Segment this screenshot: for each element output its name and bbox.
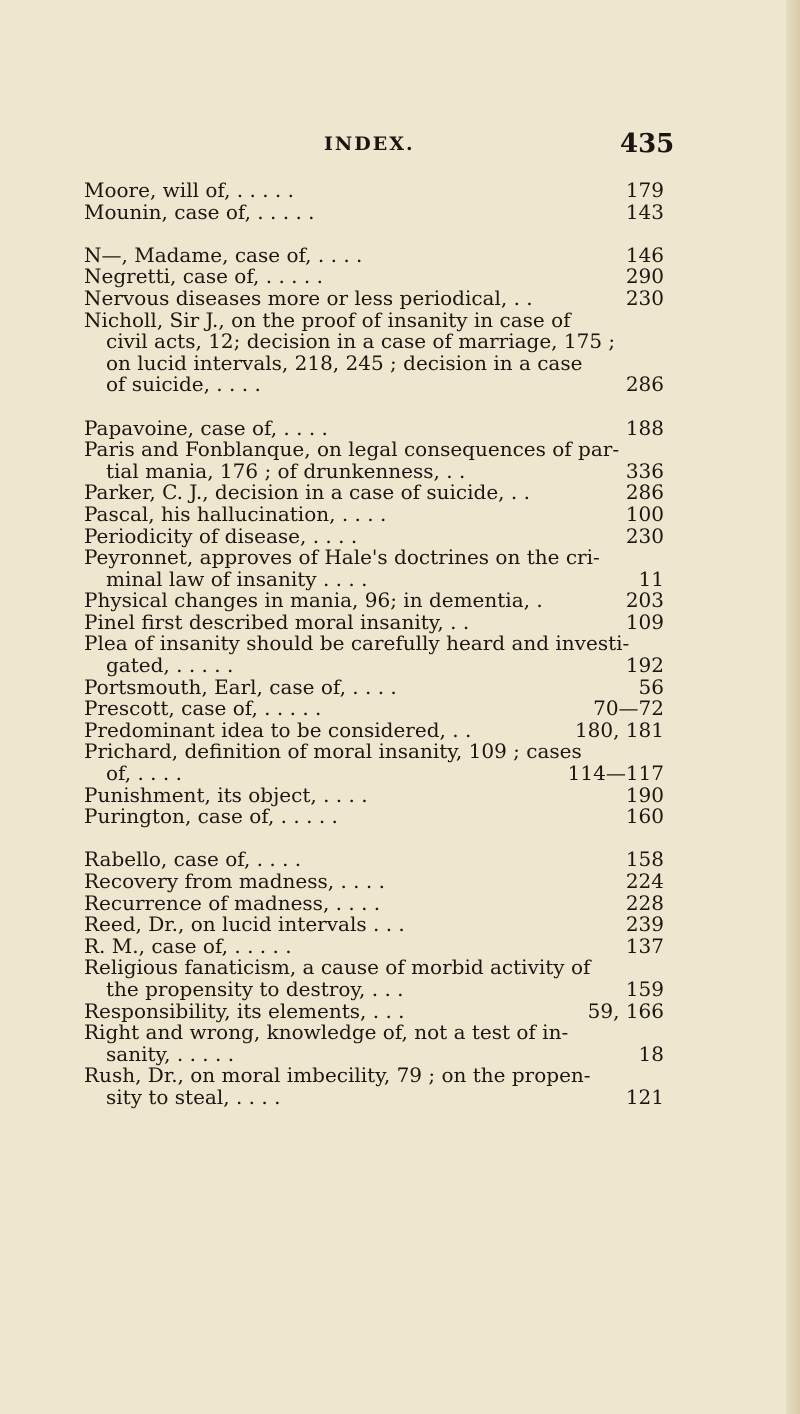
index-list xyxy=(84,180,664,1130)
entry-page-ref: 158 xyxy=(625,847,664,872)
entry-continuation: civil acts, 12; decision in a case of marriage, 175 ; xyxy=(106,329,616,354)
entry-page-ref: 286 xyxy=(625,372,664,397)
entry-heading: Rabello, case of, . . . . xyxy=(84,847,302,872)
page-edge xyxy=(786,0,800,1414)
index-entry xyxy=(84,914,664,936)
entry-page-ref: 146 xyxy=(625,242,664,267)
index-entry xyxy=(84,1065,664,1108)
index-group xyxy=(84,180,664,223)
index-entry xyxy=(84,609,664,634)
index-entry xyxy=(84,698,664,720)
entry-continuation: of suicide, . . . . xyxy=(106,372,261,397)
entry-heading: Recurrence of madness, . . . . xyxy=(84,890,381,915)
entry-continuation: of, . . . . xyxy=(106,761,182,786)
entry-heading: Right and wrong, knowledge of, not a test of in- xyxy=(84,1020,569,1045)
entry-page-ref: 70—72 xyxy=(593,696,664,721)
entry-heading: Rush, Dr., on moral imbecility, 79 ; on the propen- xyxy=(84,1063,591,1088)
index-entry xyxy=(84,674,664,699)
entry-page-ref: 160 xyxy=(625,804,664,829)
entry-heading: Moore, will of, . . . . . xyxy=(84,178,294,202)
index-entry xyxy=(84,806,664,828)
index-entry xyxy=(84,242,664,267)
entry-heading: Punishment, its object, . . . . xyxy=(84,782,368,807)
entry-page-ref: 290 xyxy=(625,264,664,289)
entry-heading: Recovery from madness, . . . . xyxy=(84,869,385,893)
entry-continuation: gated, . . . . . xyxy=(106,653,234,678)
entry-page-ref: 230 xyxy=(625,285,664,310)
page-number: 435 xyxy=(620,129,675,159)
entry-page-ref: 188 xyxy=(625,415,664,440)
entry-page-ref: 159 xyxy=(625,976,664,1001)
entry-page-ref: 190 xyxy=(625,782,664,807)
entry-page-ref: 137 xyxy=(625,933,664,958)
index-entry xyxy=(84,439,664,482)
entry-page-ref: 239 xyxy=(625,912,664,937)
index-group xyxy=(84,415,664,829)
index-entry xyxy=(84,890,664,915)
index-entry xyxy=(84,482,664,504)
entry-continuation: on lucid intervals, 218, 245 ; decision in a case xyxy=(106,350,583,375)
entry-page-ref: 100 xyxy=(625,501,664,526)
index-entry xyxy=(84,849,664,871)
running-title: INDEX. xyxy=(324,133,415,155)
index-entry xyxy=(84,285,664,310)
entry-page-ref: 203 xyxy=(625,588,664,613)
entry-heading: Physical changes in mania, 96; in dementia, . xyxy=(84,588,543,613)
entry-heading: Prescott, case of, . . . . . xyxy=(84,696,322,721)
index-entry xyxy=(84,633,664,676)
entry-heading: Pinel first described moral insanity, . . xyxy=(84,609,470,634)
entry-heading: Religious fanaticism, a cause of morbid activity of xyxy=(84,955,591,980)
entry-heading: Plea of insanity should be carefully heard and investi- xyxy=(84,631,630,656)
entry-heading: Parker, C. J., decision in a case of suicide, . . xyxy=(84,480,530,505)
index-entry xyxy=(84,782,664,807)
index-entry xyxy=(84,1022,664,1065)
entry-heading: Peyronnet, approves of Hale's doctrines on the cri- xyxy=(84,545,600,570)
entry-heading: Nicholl, Sir J., on the proof of insanity in case of xyxy=(84,307,571,332)
entry-page-ref: 18 xyxy=(638,1041,664,1066)
index-entry xyxy=(84,590,664,612)
entry-heading: Reed, Dr., on lucid intervals . . . xyxy=(84,912,405,937)
index-entry xyxy=(84,547,664,590)
entry-page-ref: 180, 181 xyxy=(574,717,664,742)
entry-heading: R. M., case of, . . . . . xyxy=(84,933,292,958)
entry-page-ref: 114—117 xyxy=(567,761,664,786)
entry-heading: Purington, case of, . . . . . xyxy=(84,804,338,829)
entry-continuation: the propensity to destroy, . . . xyxy=(106,976,404,1001)
entry-heading: Responsibility, its elements, . . . xyxy=(84,998,405,1023)
entry-page-ref: 192 xyxy=(625,653,664,678)
index-entry xyxy=(84,180,664,202)
entry-page-ref: 59, 166 xyxy=(587,998,664,1023)
entry-page-ref: 286 xyxy=(625,480,664,505)
index-entry xyxy=(84,523,664,548)
entry-continuation: minal law of insanity . . . . xyxy=(106,566,368,591)
index-entry xyxy=(84,501,664,526)
entry-continuation: tial mania, 176 ; of drunkenness, . . xyxy=(106,458,466,483)
index-entry xyxy=(84,266,664,288)
entry-page-ref: 121 xyxy=(625,1084,664,1109)
index-entry xyxy=(84,415,664,440)
entry-page-ref: 228 xyxy=(625,890,664,915)
page-header xyxy=(0,129,800,169)
entry-page-ref: 179 xyxy=(625,178,664,202)
index-entry xyxy=(84,871,664,893)
index-entry xyxy=(84,998,664,1023)
index-entry xyxy=(84,933,664,958)
entry-heading: Periodicity of disease, . . . . xyxy=(84,523,358,548)
entry-page-ref: 11 xyxy=(638,566,664,591)
entry-page-ref: 230 xyxy=(625,523,664,548)
entry-heading: Portsmouth, Earl, case of, . . . . xyxy=(84,674,397,699)
entry-continuation: sanity, . . . . . xyxy=(106,1041,235,1066)
entry-page-ref: 143 xyxy=(625,199,664,224)
entry-page-ref: 224 xyxy=(625,869,664,893)
index-entry xyxy=(84,957,664,1000)
entry-heading: Paris and Fonblanque, on legal consequences of par- xyxy=(84,437,620,462)
index-entry xyxy=(84,307,664,397)
entry-page-ref: 56 xyxy=(638,674,664,699)
index-entry xyxy=(84,199,664,224)
entry-continuation: sity to steal, . . . . xyxy=(106,1084,281,1109)
entry-heading: Nervous diseases more or less periodical, . . xyxy=(84,285,533,310)
entry-heading: Papavoine, case of, . . . . xyxy=(84,415,328,440)
entry-page-ref: 336 xyxy=(625,458,664,483)
entry-page-ref: 109 xyxy=(625,609,664,634)
index-entry xyxy=(84,741,664,784)
entry-heading: Predominant idea to be considered, . . xyxy=(84,717,472,742)
index-group xyxy=(84,849,664,1108)
entry-heading: Negretti, case of, . . . . . xyxy=(84,264,323,289)
entry-heading: Pascal, his hallucination, . . . . xyxy=(84,501,387,526)
entry-heading: Prichard, definition of moral insanity, 109 ; cases xyxy=(84,739,582,764)
entry-heading: N—, Madame, case of, . . . . xyxy=(84,242,363,267)
entry-heading: Mounin, case of, . . . . . xyxy=(84,199,315,224)
index-group xyxy=(84,242,664,397)
index-entry xyxy=(84,717,664,742)
